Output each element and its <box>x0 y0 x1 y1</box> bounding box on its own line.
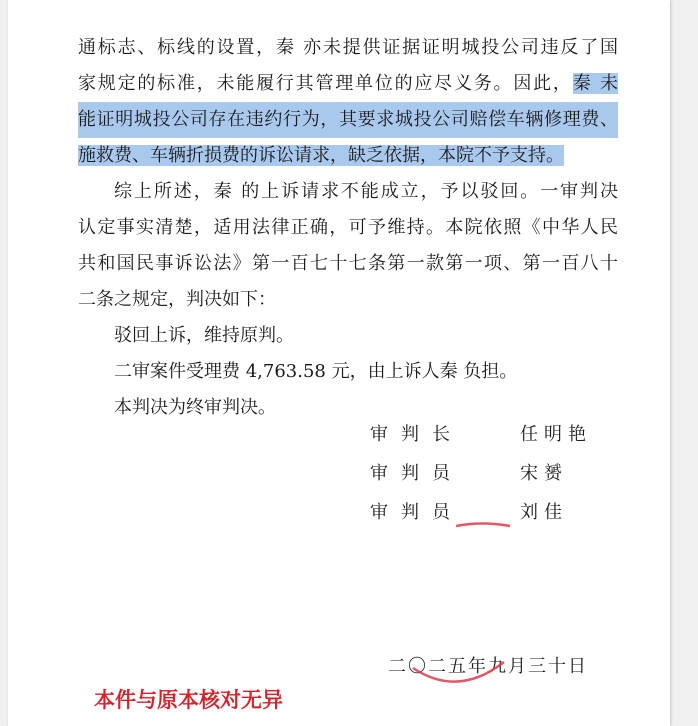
ruling-line: 本判决为终审判决。 <box>114 397 276 418</box>
ruling-line: 二审案件受理费 4,763.58 元，由上诉人秦 负担。 <box>114 361 518 382</box>
signature-name: 宋赟 <box>520 463 568 484</box>
document-page <box>8 0 670 726</box>
text-line: 综上所述，秦 的上诉请求不能成立，予以驳回。一审判决 <box>114 181 618 202</box>
certification-stamp: 本件与原本核对无异 <box>94 688 283 712</box>
text-line: 认定事实清楚，适用法律正确，可予维持。本院依照《中华人民 <box>78 217 618 238</box>
text-segment: 家规定的标准，未能履行其管理单位的应尽义务。因此， <box>78 73 573 94</box>
text-line: 二条之规定，判决如下： <box>78 289 276 310</box>
highlighted-text[interactable]: 施救费、车辆折损费的诉讼请求，缺乏依据，本院不予支持。 <box>78 145 564 166</box>
signature-name: 刘佳 <box>520 502 568 523</box>
court-seal-arc <box>8 0 670 726</box>
signature-title: 审判员 <box>370 463 463 484</box>
signature-title: 审判长 <box>370 424 463 445</box>
judgment-date: 二〇二五年九月三十日 <box>388 656 588 677</box>
signature-title: 审判员 <box>370 502 463 523</box>
highlighted-text[interactable]: 能证明城投公司存在违约行为，其要求城投公司赔偿车辆修理费、 <box>78 102 618 138</box>
text-line: 通标志、标线的设置，秦 亦未提供证据证明城投公司违反了国 <box>78 37 618 58</box>
ruling-line: 驳回上诉，维持原判。 <box>114 325 294 346</box>
signature-name: 任明艳 <box>520 424 592 445</box>
text-line: 共和国民事诉讼法》第一百七十七条第一款第一项、第一百八十 <box>78 253 618 274</box>
highlighted-text[interactable]: 秦 未 <box>572 73 618 94</box>
